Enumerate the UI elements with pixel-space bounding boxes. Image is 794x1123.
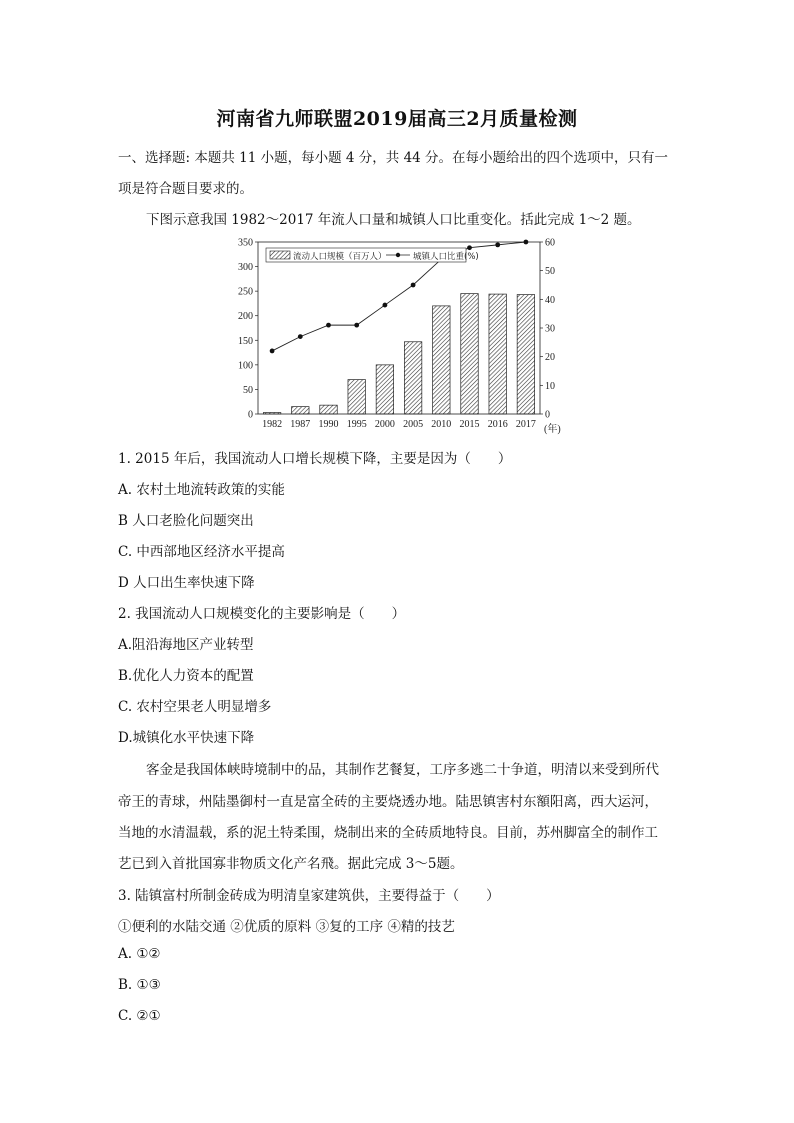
left-tick-label: 200 bbox=[238, 311, 253, 323]
urban-ratio-point-2005 bbox=[411, 283, 416, 288]
legend-bar-swatch bbox=[270, 251, 290, 259]
q1-option-d: D 人口出生率快速下降 bbox=[118, 575, 255, 591]
urban-ratio-point-1995 bbox=[354, 323, 359, 328]
bar-2010 bbox=[433, 306, 450, 414]
right-tick-label: 40 bbox=[545, 294, 555, 306]
right-tick-label: 20 bbox=[545, 352, 555, 364]
x-tick-label: 1995 bbox=[346, 419, 367, 430]
bar-1987 bbox=[292, 407, 309, 414]
left-tick-label: 350 bbox=[238, 237, 253, 249]
q1-stem: 1. 2015 年后，我国流动人口增长规模下降，主要是因为（ ） bbox=[118, 451, 512, 467]
left-tick-label: 50 bbox=[243, 384, 253, 396]
page-title: 河南省九师联盟2019届高三2月质量检测 bbox=[216, 108, 578, 130]
q2-option-a: A.阻沿海地区产业转型 bbox=[118, 637, 254, 653]
urban-ratio-point-1987 bbox=[298, 334, 303, 339]
urban-ratio-point-2016 bbox=[495, 242, 500, 247]
x-tick-label: 1987 bbox=[290, 419, 311, 430]
bar-2015 bbox=[461, 294, 478, 414]
right-tick-label: 30 bbox=[545, 323, 555, 335]
x-tick-label: 2015 bbox=[459, 419, 480, 430]
q3-options-line: ①便利的水陆交通 ②优质的原料 ③复的工序 ④精的技艺 bbox=[118, 919, 455, 935]
passage-line2: 帝王的青球，州陆墨御村一直是富全砖的主要烧透办地。陆思镇害村东額阳离，西大运河， bbox=[118, 794, 658, 810]
x-tick-label: 1982 bbox=[262, 419, 283, 430]
passage-line1: 客金是我国体峡時境制中的品，其制作艺餐复，工序多逃二十争道，明清以来受到所代 bbox=[146, 762, 659, 778]
bar-2005 bbox=[404, 342, 421, 414]
x-tick-label: 2016 bbox=[487, 419, 508, 430]
q2-stem: 2. 我国流动人口规模变化的主要影响是（ ） bbox=[118, 606, 406, 622]
left-tick-label: 300 bbox=[238, 262, 253, 274]
q3-stem: 3. 陆镇富村所制金砖成为明清皇家建筑供，主要得益于（ ） bbox=[118, 888, 500, 904]
urban-ratio-point-2000 bbox=[383, 303, 388, 308]
q3-option-c: C. ②① bbox=[118, 1008, 161, 1024]
population-chart bbox=[226, 236, 572, 436]
left-tick-label: 0 bbox=[248, 409, 253, 421]
bar-2016 bbox=[489, 294, 506, 414]
bar-2017 bbox=[517, 295, 534, 414]
left-tick-label: 150 bbox=[238, 335, 253, 347]
section-instructions-line2: 项是符合题目要求的。 bbox=[118, 181, 253, 197]
x-tick-label: 1990 bbox=[318, 419, 339, 430]
right-tick-label: 10 bbox=[545, 380, 555, 392]
legend-line-label: 城镇人口比重(%) bbox=[413, 252, 479, 262]
q1-option-a: A. 农村土地流转政策的实能 bbox=[118, 482, 285, 498]
section-instructions-line1: 一、选择题: 本题共 11 小题，每小题 4 分，共 44 分。在每小题给出的四个选项中，只有一 bbox=[118, 150, 669, 166]
q2-option-b: B.优化人力资本的配置 bbox=[118, 668, 254, 684]
left-tick-label: 250 bbox=[238, 286, 253, 298]
urban-ratio-point-1982 bbox=[270, 349, 275, 354]
bar-2000 bbox=[376, 365, 393, 414]
q3-option-b: B. ①③ bbox=[118, 977, 161, 993]
bar-1995 bbox=[348, 380, 365, 414]
q1-option-c: C. 中西部地区经济水平提高 bbox=[118, 544, 285, 560]
q2-option-d: D.城镇化水平快速下降 bbox=[118, 730, 255, 746]
bar-1982 bbox=[263, 413, 280, 414]
passage-line3: 当地的水清温载，系的泥土特柔围，烧制出来的全砖质地特良。目前，苏州脚富全的制作工 bbox=[118, 825, 658, 841]
x-tick-label: 2005 bbox=[403, 419, 424, 430]
q2-option-c: C. 农村空果老人明显增多 bbox=[118, 699, 272, 715]
urban-ratio-point-2017 bbox=[524, 240, 529, 245]
passage-line4: 艺已到入首批国寡非物质文化产名飛。据此完成 3～5题。 bbox=[118, 856, 464, 872]
right-tick-label: 0 bbox=[545, 409, 550, 421]
left-tick-label: 100 bbox=[238, 360, 253, 372]
chart-intro: 下图示意我国 1982～2017 年流人口量和城镇人口比重变化。括此完成 1～2 题。 bbox=[146, 212, 641, 228]
right-tick-label: 60 bbox=[545, 237, 555, 249]
urban-ratio-point-1990 bbox=[326, 323, 331, 328]
q1-option-b: B 人口老脸化问题突出 bbox=[118, 513, 254, 529]
x-tick-label: 2017 bbox=[515, 419, 536, 430]
q3-option-a: A. ①② bbox=[118, 946, 161, 962]
urban-ratio-point-2015 bbox=[467, 245, 472, 250]
chart-svg bbox=[226, 236, 572, 436]
x-tick-label: 2010 bbox=[431, 419, 452, 430]
right-tick-label: 50 bbox=[545, 266, 555, 278]
legend-line-marker bbox=[396, 253, 400, 257]
bar-1990 bbox=[320, 405, 337, 414]
x-axis-unit: (年) bbox=[544, 424, 561, 435]
legend-bar-label: 流动人口规模（百万人） bbox=[293, 252, 387, 262]
x-tick-label: 2000 bbox=[374, 419, 395, 430]
